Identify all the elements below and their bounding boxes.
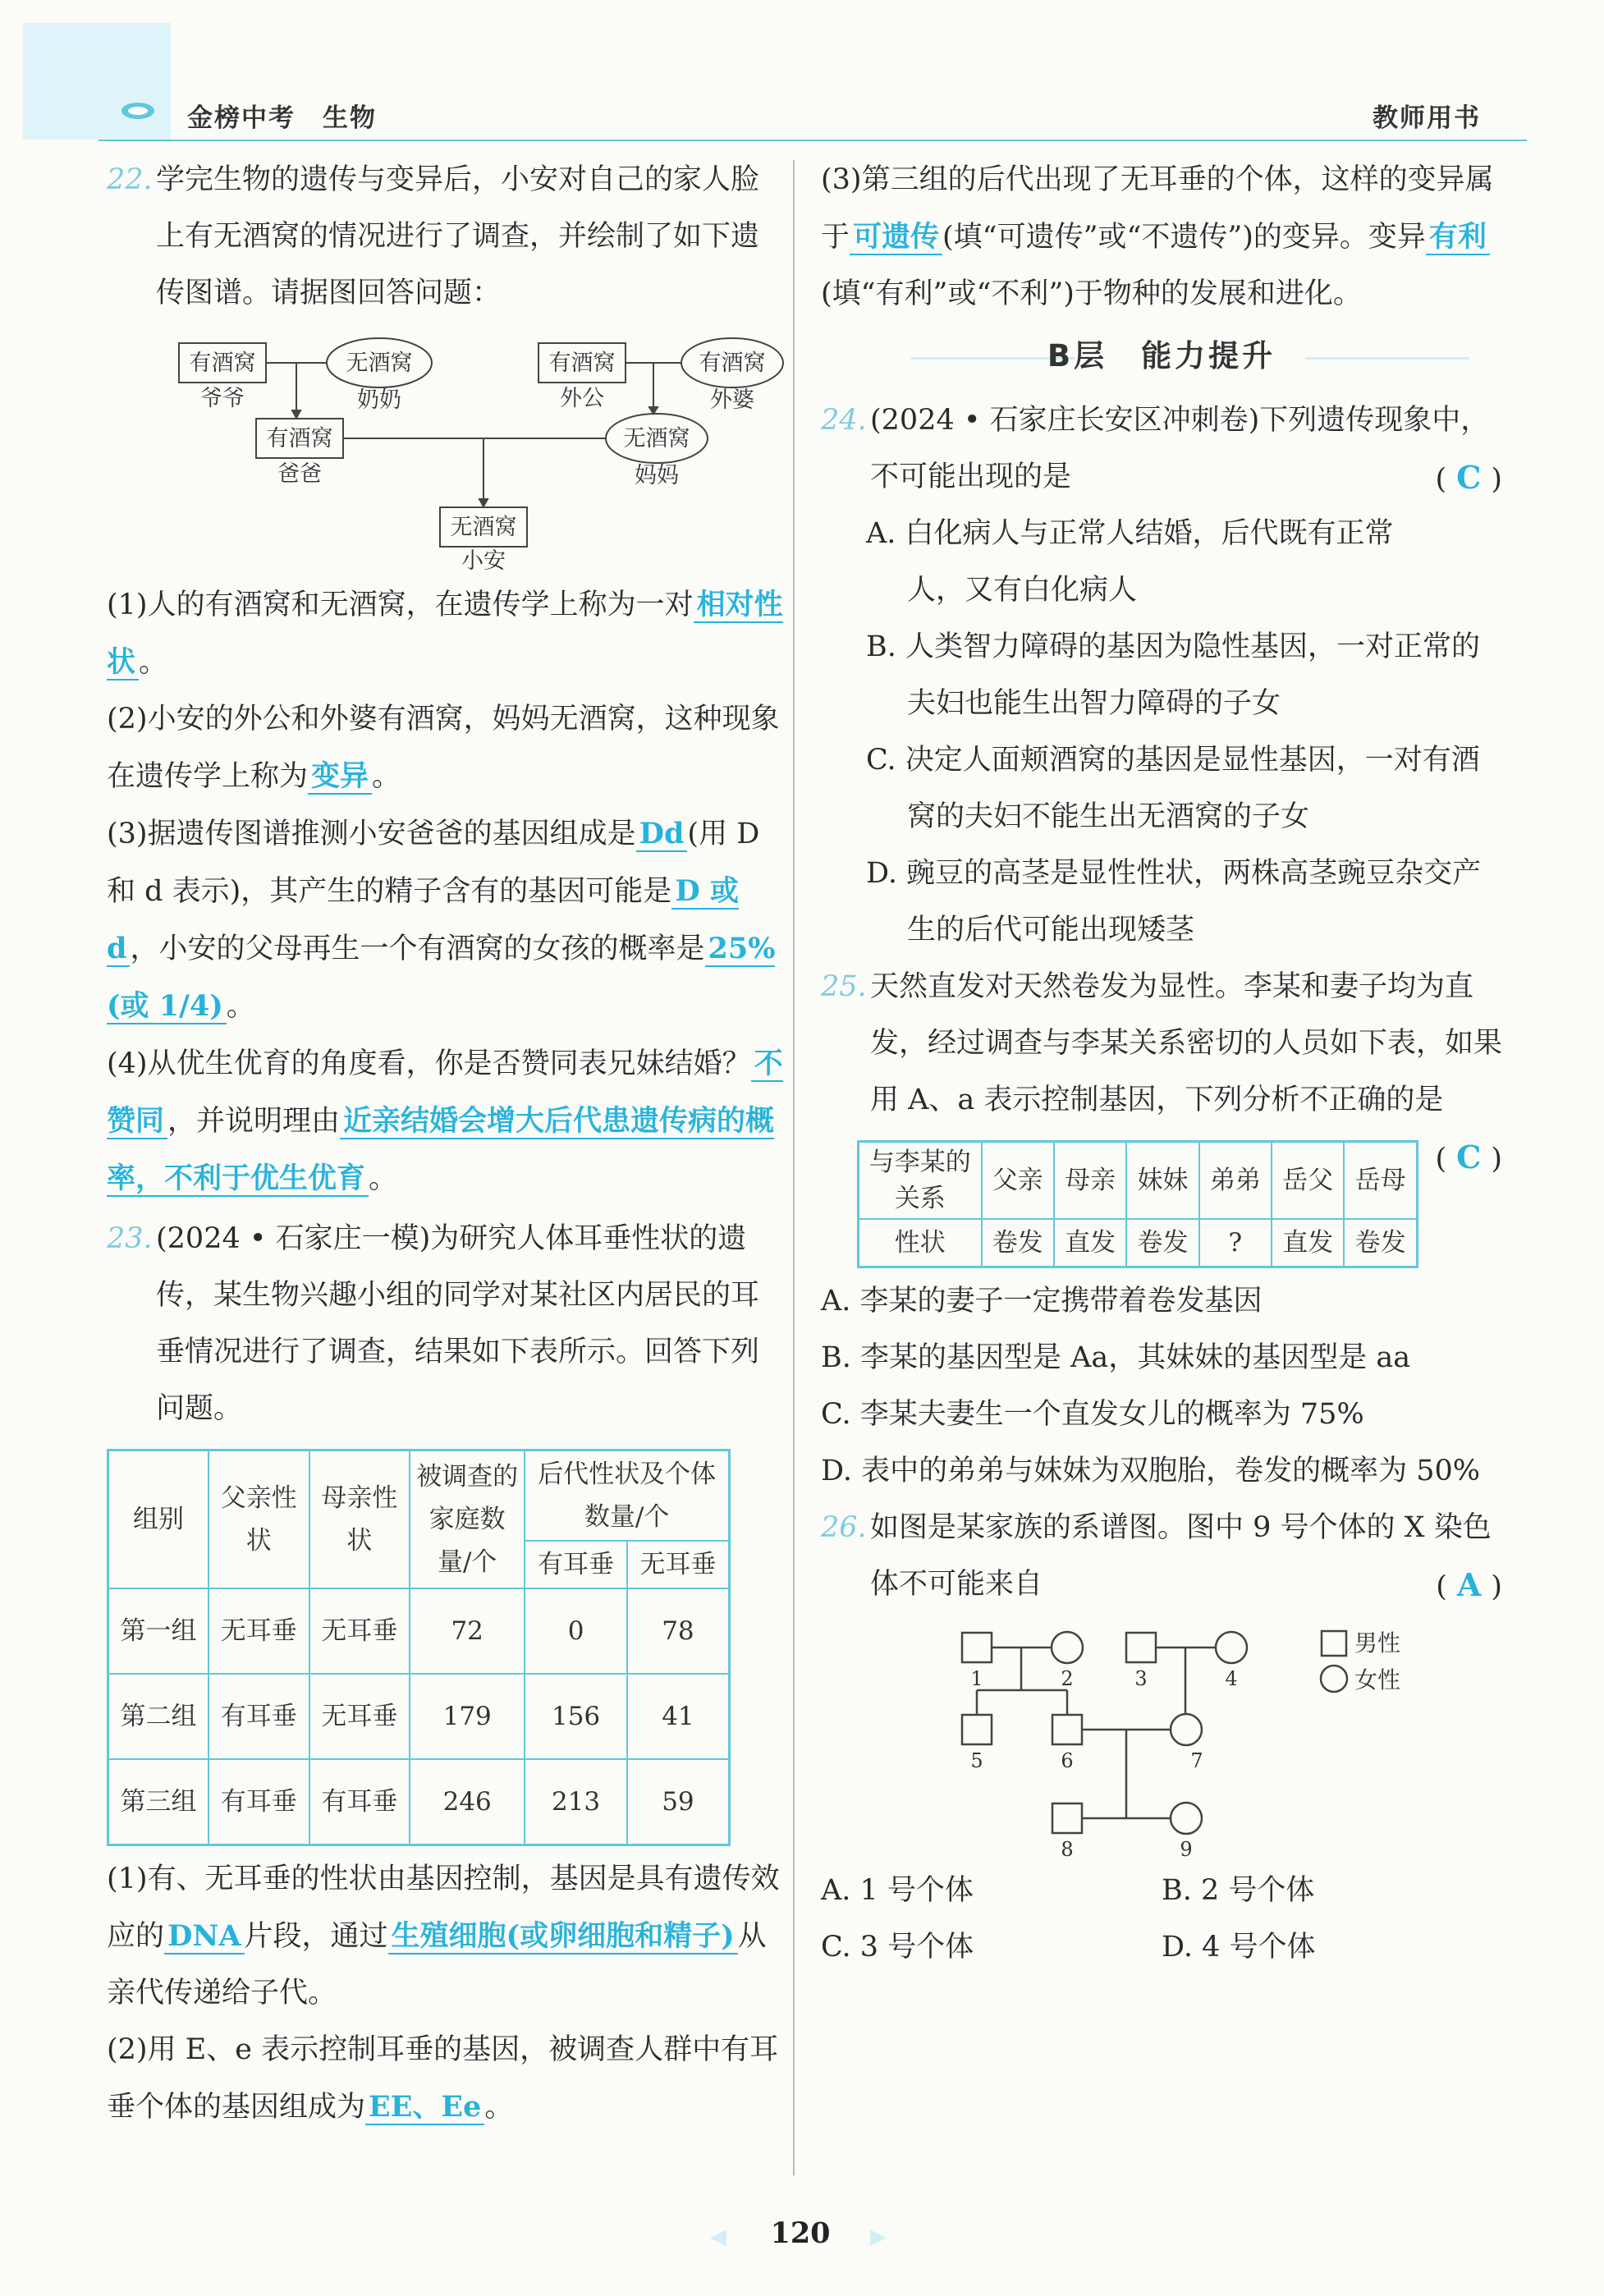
family-pedigree-q26 <box>821 1616 1502 1863</box>
q23-p2-end: 。 <box>484 2090 514 2124</box>
q24-option-b: B. 人类智力障碍的基因为隐性基因，一对正常的夫妇也能生出智力障碍的子女 <box>866 630 1480 720</box>
cell-none: 59 <box>627 1759 730 1845</box>
cell-none: 78 <box>627 1588 730 1674</box>
q22-p3-text3: ，小安的父母再生一个有酒窝的女孩的概率是 <box>130 933 705 965</box>
pedigree-chart-q22 <box>107 327 785 573</box>
label-4: 4 <box>1225 1667 1238 1690</box>
q23-p3-text2: (填“可遗传”或“不遗传”)的变异。变异 <box>942 221 1426 254</box>
cell-trait: 直发 <box>1054 1219 1126 1267</box>
question-number: 23. <box>107 1222 153 1255</box>
label-5: 5 <box>970 1749 983 1772</box>
th-trait: 性状 <box>859 1219 982 1267</box>
q23-p2-answer: EE、Ee <box>365 2090 484 2125</box>
th-group: 组别 <box>108 1450 209 1589</box>
cell-mother: 无耳垂 <box>309 1674 410 1759</box>
section-title: B层 能力提升 <box>1047 338 1276 374</box>
label-3: 3 <box>1134 1667 1148 1690</box>
cell-father: 无耳垂 <box>209 1588 309 1674</box>
cell-count: 246 <box>410 1759 525 1845</box>
individual-1-male <box>962 1633 992 1662</box>
q22-p2-text: (2)小安的外公和外婆有酒窝，妈妈无酒窝，这种现象在遗传学上称为 <box>107 703 780 793</box>
child-label: 小安 <box>461 548 506 573</box>
legend-male-label: 男性 <box>1354 1629 1401 1657</box>
q23-data-table <box>107 1449 731 1846</box>
q26-answer: A <box>1456 1566 1482 1603</box>
th-relative: 岳母 <box>1344 1142 1417 1220</box>
dad-label: 爸爸 <box>277 461 322 487</box>
maternal-grandma-label: 外婆 <box>710 387 754 413</box>
q22-p1-end: 。 <box>139 646 168 679</box>
q24-option-c: C. 决定人面颊酒窝的基因是显性基因，一对有酒窝的夫妇不能生出无酒窝的子女 <box>866 744 1480 833</box>
cell-trait: 直发 <box>1272 1219 1344 1267</box>
grandpa-trait: 有酒窝 <box>189 351 256 376</box>
cell-has: 156 <box>525 1674 627 1759</box>
table-row <box>108 1674 730 1759</box>
q23-p1-answer2: 生殖细胞(或卵细胞和精子) <box>388 1919 738 1955</box>
th-has-earlobe: 有耳垂 <box>525 1541 627 1588</box>
q22-part4 <box>107 1035 785 1208</box>
question-stem: (2024 • 石家庄一模)为研究人体耳垂性状的遗传，某生物兴趣小组的同学对某社区内居民的耳垂情况进行了调查，结果如下表所示。回答下列问题。 <box>156 1222 760 1425</box>
q22-part2 <box>107 691 785 805</box>
question-25 <box>821 959 1503 1175</box>
th-relative: 妹妹 <box>1126 1142 1198 1220</box>
legend-female-icon <box>1321 1666 1347 1692</box>
q22-p3-end: 。 <box>226 990 255 1023</box>
q24-answer: C <box>1456 459 1482 496</box>
q23-p1-end: 从亲代传递给子代。 <box>107 1919 767 2010</box>
cell-trait: 卷发 <box>1126 1219 1198 1267</box>
th-relative: 弟弟 <box>1199 1142 1272 1220</box>
q26-option-a: A. 1 号个体 <box>821 1874 974 1907</box>
answer-bracket: ( A ) <box>1436 1566 1502 1603</box>
q22-p3-answer3: 25%(或 1/4) <box>107 932 776 1023</box>
q23-p3-answer1: 可遗传 <box>850 220 942 255</box>
question-stem: 如图是某家族的系谱图。图中 9 号个体的 X 染色体不可能来自 <box>870 1511 1492 1601</box>
th-mother: 母亲性状 <box>309 1450 410 1589</box>
q23-p3-text: (3)第三组的后代出现了无耳垂的个体，这样的变异属于 <box>821 163 1494 254</box>
q25-relatives-table <box>857 1140 1418 1268</box>
th-father: 父亲性状 <box>209 1450 309 1589</box>
q22-p3-text: (3)据遗传图谱推测小安爸爸的基因组成是 <box>107 818 636 850</box>
header-divider <box>99 140 1527 141</box>
th-relative: 母亲 <box>1054 1142 1126 1220</box>
q25-option-a: A. 李某的妻子一定携带着卷发基因 <box>821 1285 1263 1318</box>
q22-p3-text2: (用 D 和 d 表示)，其产生的精子含有的基因可能是 <box>107 818 760 908</box>
q23-p3-end: (填“有利”或“不利”)于物种的发展和进化。 <box>821 277 1362 310</box>
q22-p3-answer2: D 或 d <box>107 874 739 965</box>
q22-p3-answer1: Dd <box>636 817 688 852</box>
question-stem: (2024 • 石家庄长安区冲刺卷)下列遗传现象中，不可能出现的是 <box>870 404 1490 493</box>
question-24 <box>821 392 1502 506</box>
label-9: 9 <box>1180 1838 1193 1861</box>
individual-2-female <box>1052 1632 1083 1663</box>
individual-6-male <box>1052 1715 1082 1744</box>
cell-father: 有耳垂 <box>209 1674 309 1759</box>
q25-option-d: D. 表中的弟弟与妹妹为双胞胎，卷发的概率为 50% <box>821 1455 1480 1487</box>
question-number: 22. <box>107 163 153 196</box>
grandma-label: 奶奶 <box>357 387 401 413</box>
column-divider <box>793 160 795 2175</box>
header-teacher-edition: 教师用书 <box>1373 103 1481 133</box>
q22-part1 <box>107 576 785 691</box>
q25-answer: C <box>1456 1139 1482 1175</box>
cell-mother: 无耳垂 <box>309 1588 410 1674</box>
individual-5-male <box>962 1715 992 1744</box>
question-number: 24. <box>821 404 867 437</box>
cell-none: 41 <box>627 1674 730 1759</box>
label-6: 6 <box>1061 1749 1074 1772</box>
q23-p1-text2: 片段，通过 <box>244 1919 388 1953</box>
individual-3-male <box>1126 1633 1156 1662</box>
label-2: 2 <box>1061 1667 1074 1690</box>
q22-p1-answer: 相对性状 <box>107 588 783 679</box>
page-left-arrow-icon: ◀ <box>710 2225 726 2249</box>
q25-option-b: B. 李某的基因型是 Aa，其妹妹的基因型是 aa <box>821 1341 1411 1374</box>
q23-p1-text: (1)有、无耳垂的性状由基因控制，基因是具有遗传效应的 <box>107 1862 780 1953</box>
q22-p2-end: 。 <box>372 760 401 793</box>
th-relation: 与李某的关系 <box>859 1142 982 1220</box>
q22-part3 <box>107 805 785 1035</box>
cell-group: 第三组 <box>108 1759 209 1845</box>
question-26 <box>821 1500 1502 1613</box>
right-column <box>821 152 1502 1977</box>
q23-p1-answer1: DNA <box>164 1919 245 1955</box>
q22-p4-answer1: 不赞同 <box>107 1047 783 1138</box>
corner-decoration <box>23 23 171 140</box>
brand-logo-icon <box>119 100 157 121</box>
child-trait: 无酒窝 <box>450 515 517 540</box>
th-count: 被调查的家庭数量/个 <box>410 1450 525 1589</box>
cell-count: 72 <box>410 1588 525 1674</box>
maternal-grandpa-trait: 有酒窝 <box>548 351 616 376</box>
question-number: 25. <box>821 970 867 1003</box>
q24-option-a: A. 白化病人与正常人结婚，后代既有正常人，又有白化病人 <box>866 517 1394 607</box>
maternal-grandpa-label: 外公 <box>560 386 604 411</box>
th-relative: 父亲 <box>982 1142 1054 1220</box>
q26-option-d: D. 4 号个体 <box>1162 1931 1316 1964</box>
dad-trait: 有酒窝 <box>266 426 333 451</box>
mom-trait: 无酒窝 <box>623 426 690 451</box>
th-no-earlobe: 无耳垂 <box>627 1541 730 1588</box>
cell-mother: 有耳垂 <box>309 1759 410 1845</box>
cell-count: 179 <box>410 1674 525 1759</box>
individual-9-female <box>1171 1803 1202 1834</box>
q22-p4-text: (4)从优生优育的角度看，你是否赞同表兄妹结婚？ <box>107 1047 751 1080</box>
mom-label: 妈妈 <box>635 463 679 488</box>
q26-option-c: C. 3 号个体 <box>821 1931 974 1964</box>
q25-option-c: C. 李某夫妻生一个直发女儿的概率为 75% <box>821 1398 1364 1431</box>
cell-father: 有耳垂 <box>209 1759 309 1845</box>
q26-option-b: B. 2 号个体 <box>1162 1874 1315 1907</box>
th-relative: 岳父 <box>1272 1142 1344 1220</box>
maternal-grandma-trait: 有酒窝 <box>699 351 766 376</box>
label-7: 7 <box>1190 1749 1203 1772</box>
cell-group: 第一组 <box>108 1588 209 1674</box>
label-8: 8 <box>1061 1838 1074 1861</box>
cell-has: 0 <box>525 1588 627 1674</box>
question-number: 26. <box>821 1511 867 1544</box>
individual-7-female <box>1171 1714 1202 1745</box>
header-book-title: 金榜中考 生物 <box>187 103 377 133</box>
table-row <box>108 1759 730 1845</box>
cell-trait: 卷发 <box>982 1219 1054 1267</box>
q22-p4-end: 。 <box>369 1162 398 1195</box>
individual-4-female <box>1216 1632 1247 1663</box>
individual-8-male <box>1052 1803 1082 1833</box>
grandpa-label: 爷爷 <box>200 386 245 411</box>
page-right-arrow-icon: ▶ <box>870 2225 887 2249</box>
question-stem: 学完生物的遗传与变异后，小安对自己的家人脸上有无酒窝的情况进行了调查，并绘制了如下遗传图谱。请据图回答问题： <box>156 163 760 309</box>
q23-p3-answer2: 有利 <box>1426 220 1490 255</box>
answer-bracket: ( C ) <box>1435 1139 1502 1175</box>
answer-bracket: ( C ) <box>1435 459 1502 496</box>
label-1: 1 <box>970 1667 983 1690</box>
question-stem: 天然直发对天然卷发为显性。李某和妻子均为直发，经过调查与李某关系密切的人员如下表，如果用 A、a 表示控制基因，下列分析不正确的是 <box>870 970 1503 1116</box>
grandma-trait: 无酒窝 <box>346 351 413 376</box>
cell-trait: 卷发 <box>1344 1219 1417 1267</box>
q26-options <box>821 1863 1502 1977</box>
legend-female-label: 女性 <box>1354 1666 1401 1693</box>
q24-option-d: D. 豌豆的高茎是显性性状，两株高茎豌豆杂交产生的后代可能出现矮茎 <box>866 857 1482 946</box>
q22-p1-text: (1)人的有酒窝和无酒窝，在遗传学上称为一对 <box>107 589 694 621</box>
table-row <box>859 1219 1418 1267</box>
cell-trait: ? <box>1199 1219 1272 1267</box>
left-column <box>107 152 785 2136</box>
cell-group: 第二组 <box>108 1674 209 1759</box>
table-row <box>108 1588 730 1674</box>
q23-part3 <box>821 152 1502 323</box>
q22-p2-answer: 变异 <box>308 759 372 795</box>
th-offspring: 后代性状及个体数量/个 <box>525 1450 729 1542</box>
section-b-banner <box>821 323 1502 392</box>
q22-p4-answer2: 近亲结婚会增大后代患遗传病的概率，不利于优生优育 <box>107 1104 775 1195</box>
page-number: 120 <box>770 2216 831 2250</box>
question-23 <box>107 1211 785 1437</box>
question-22 <box>107 152 785 322</box>
q22-p4-text2: ，并说明理由 <box>167 1105 341 1138</box>
q23-part1 <box>107 1851 785 2022</box>
q23-part2 <box>107 2022 785 2136</box>
q23-p2-text: (2)用 E、e 表示控制耳垂的基因，被调查人群中有耳垂个体的基因组成为 <box>107 2032 779 2124</box>
cell-has: 213 <box>525 1759 627 1845</box>
legend-male-icon <box>1322 1631 1346 1656</box>
